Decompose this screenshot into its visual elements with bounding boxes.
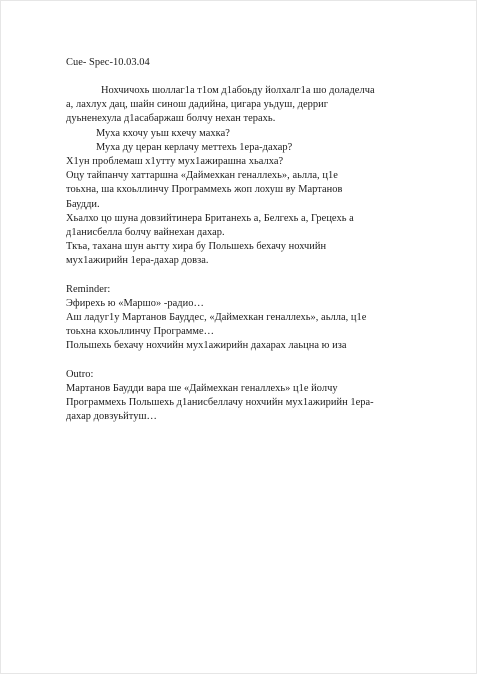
outro-line: дахар довзуьйтуш… — [66, 411, 157, 423]
document-heading: Cue- Spec-10.03.04 — [66, 57, 150, 68]
intro-line: Хьалхо цо шуна довзийтинера Британехь а, Белгехь а, Грецехь а — [66, 212, 354, 224]
section-gap — [66, 268, 431, 282]
reminder-line: тоьхна кхоьллинчу Программе… — [66, 326, 215, 338]
intro-line: тоьхна, ша кхоьллинчу Программехь жоп лохуш ву Мартанов — [66, 184, 343, 196]
intro-line: а, лахлух дац, шайн синош дадийна, цигара уьдуш, дерриг — [66, 99, 329, 111]
intro-line: мух1ажирийн 1ера-дахар довза. — [66, 255, 209, 267]
outro-line: Программехь Польшехь д1анисбеллачу нохчийн мух1ажирийн 1ера- — [66, 397, 374, 409]
reminder-line: Аш ладуг1у Мартанов Бауддес, «Даймехкан геналлехь», аьлла, ц1е — [66, 312, 367, 323]
intro-line: Оцу тайпанчу хаттаршна «Даймехкан геналлехь», аьлла, ц1е — [66, 170, 338, 182]
outro-line: Мартанов Баудди вара ше «Даймехкан геналлехь» ц1е йолчу — [66, 382, 338, 394]
intro-line: Муха кхочу уьш кхечу махка? — [96, 127, 230, 139]
intro-line: Муха ду церан керлачу меттехь 1ера-дахар? — [96, 141, 293, 153]
outro-label: Outro: — [66, 368, 94, 380]
reminder-label: Reminder: — [66, 283, 111, 295]
intro-line: Ткъа, тахана шун аьтту хира бу Польшехь бехачу нохчийн — [66, 241, 327, 253]
intro-line: Нохчичохь шоллаг1а т1ом д1абоьду йолхалг1а шо доладелча — [101, 85, 375, 96]
section-gap — [66, 354, 431, 368]
intro-line: д1анисбелла болчу вайнехан дахар. — [66, 226, 225, 238]
intro-line: Х1ун проблемаш х1утту мух1ажирашна хьалха? — [66, 155, 284, 167]
reminder-line: Польшехь бехачу нохчийн мух1ажирийн дахарах лаьцна ю иза — [66, 340, 347, 352]
intro-line: Баудди. — [66, 198, 100, 210]
reminder-line: Эфирехь ю «Маршо» -радио… — [66, 297, 204, 309]
document-body — [66, 84, 431, 425]
intro-line: дуьненехула д1асабаржаш болчу нехан терахь. — [66, 113, 276, 125]
